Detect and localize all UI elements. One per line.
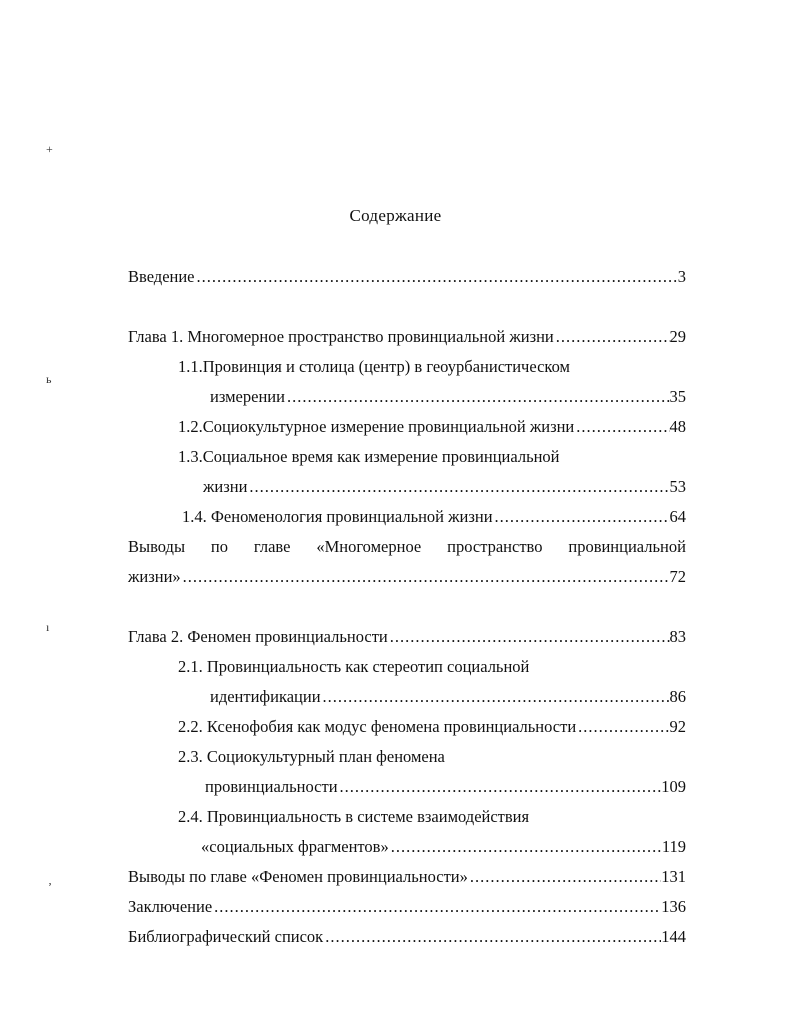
leader-dots xyxy=(554,326,670,348)
toc-entry[interactable] xyxy=(205,776,686,798)
toc-entry[interactable] xyxy=(182,506,686,528)
leader-dots xyxy=(195,266,678,288)
toc-entry-text: измерении xyxy=(210,387,285,406)
leader-dots xyxy=(321,686,670,708)
margin-mark: + xyxy=(46,142,53,156)
toc-entry-text: жизни» xyxy=(128,567,181,586)
toc-entry-text: Выводы по главе «Феномен провинциальности» xyxy=(128,867,468,886)
margin-mark: ı xyxy=(46,620,50,634)
leader-dots xyxy=(389,836,662,858)
toc-entry[interactable] xyxy=(178,416,686,438)
toc-entry[interactable] xyxy=(201,836,686,858)
toc-entry-text: провинциальности xyxy=(205,777,338,796)
toc-entry-page: 92 xyxy=(669,717,686,736)
toc-entry[interactable] xyxy=(128,626,686,648)
toc-entry[interactable] xyxy=(203,476,686,498)
toc-entry-text: «социальных фрагментов» xyxy=(201,837,389,856)
toc-entry-text: 1.4. Феноменология провинциальной жизни xyxy=(182,507,493,526)
toc-entry[interactable] xyxy=(128,566,686,588)
toc-entry-text[interactable] xyxy=(128,536,686,558)
leader-dots xyxy=(285,386,670,408)
toc-entry-page: 53 xyxy=(669,477,686,496)
leader-dots xyxy=(493,506,670,528)
toc-entry-text: жизни xyxy=(203,477,248,496)
toc-entry-page: 29 xyxy=(669,327,686,346)
word: «Многомерное xyxy=(316,537,422,556)
toc-entry-page: 72 xyxy=(669,567,686,586)
toc-entry-text[interactable]: 1.1.Провинция и столица (центр) в геоурбанистическом xyxy=(178,357,570,376)
toc-entry[interactable] xyxy=(128,926,686,948)
leader-dots xyxy=(388,626,670,648)
word: по xyxy=(210,537,229,556)
word: пространство xyxy=(447,537,543,556)
leader-dots xyxy=(576,716,669,738)
leader-dots xyxy=(181,566,670,588)
toc-entry-text: 2.2. Ксенофобия как модус феномена провинциальности xyxy=(178,717,577,736)
leader-dots xyxy=(247,476,669,498)
toc-title: Содержание xyxy=(349,206,442,225)
toc-entry-page: 131 xyxy=(661,867,686,886)
toc-entry[interactable] xyxy=(128,326,686,348)
toc-entry-page: 64 xyxy=(669,507,686,526)
toc-entry[interactable] xyxy=(210,386,686,408)
toc-entry-text: Глава 1. Многомерное пространство провинциальной жизни xyxy=(128,327,554,346)
word: Выводы xyxy=(128,537,186,556)
toc-entry-page: 109 xyxy=(661,777,686,796)
leader-dots xyxy=(468,866,661,888)
toc-entry-page: 83 xyxy=(669,627,686,646)
toc-entry[interactable] xyxy=(128,896,686,918)
toc-entry-text[interactable]: 2.4. Провинциальность в системе взаимодействия xyxy=(178,807,530,826)
toc-entry-page: 86 xyxy=(669,687,686,706)
toc-entry-text: идентификации xyxy=(210,687,321,706)
margin-mark: ʼ xyxy=(48,880,52,894)
toc-entry-page: 48 xyxy=(669,417,686,436)
toc-entry-text: Введение xyxy=(128,267,195,286)
leader-dots xyxy=(323,926,661,948)
toc-entry[interactable] xyxy=(210,686,686,708)
toc-entry-page: 35 xyxy=(669,387,686,406)
toc-entry-page: 144 xyxy=(661,927,686,946)
toc-entry-page: 119 xyxy=(661,837,686,856)
toc-entry-text[interactable]: 1.3.Социальное время как измерение провинциальной xyxy=(178,447,560,466)
toc-entry-text[interactable]: 2.1. Провинциальность как стереотип социальной xyxy=(178,657,530,676)
leader-dots xyxy=(574,416,669,438)
word: главе xyxy=(253,537,291,556)
leader-dots xyxy=(338,776,662,798)
toc-entry[interactable] xyxy=(178,716,686,738)
toc-entry-text: Глава 2. Феномен провинциальности xyxy=(128,627,388,646)
toc-entry-page: 136 xyxy=(661,897,686,916)
toc-entry[interactable] xyxy=(128,866,686,888)
toc-entry-text[interactable]: 2.3. Социокультурный план феномена xyxy=(178,747,445,766)
leader-dots xyxy=(212,896,661,918)
margin-mark: ь xyxy=(46,372,52,386)
toc-entry-text: 1.2.Социокультурное измерение провинциальной жизни xyxy=(178,417,575,436)
toc-entry-text: Заключение xyxy=(128,897,213,916)
word: провинциальной xyxy=(568,537,686,556)
toc-entry[interactable] xyxy=(128,266,686,288)
toc-entry-text: Библиографический список xyxy=(128,927,324,946)
toc-entry-page: 3 xyxy=(677,267,686,286)
